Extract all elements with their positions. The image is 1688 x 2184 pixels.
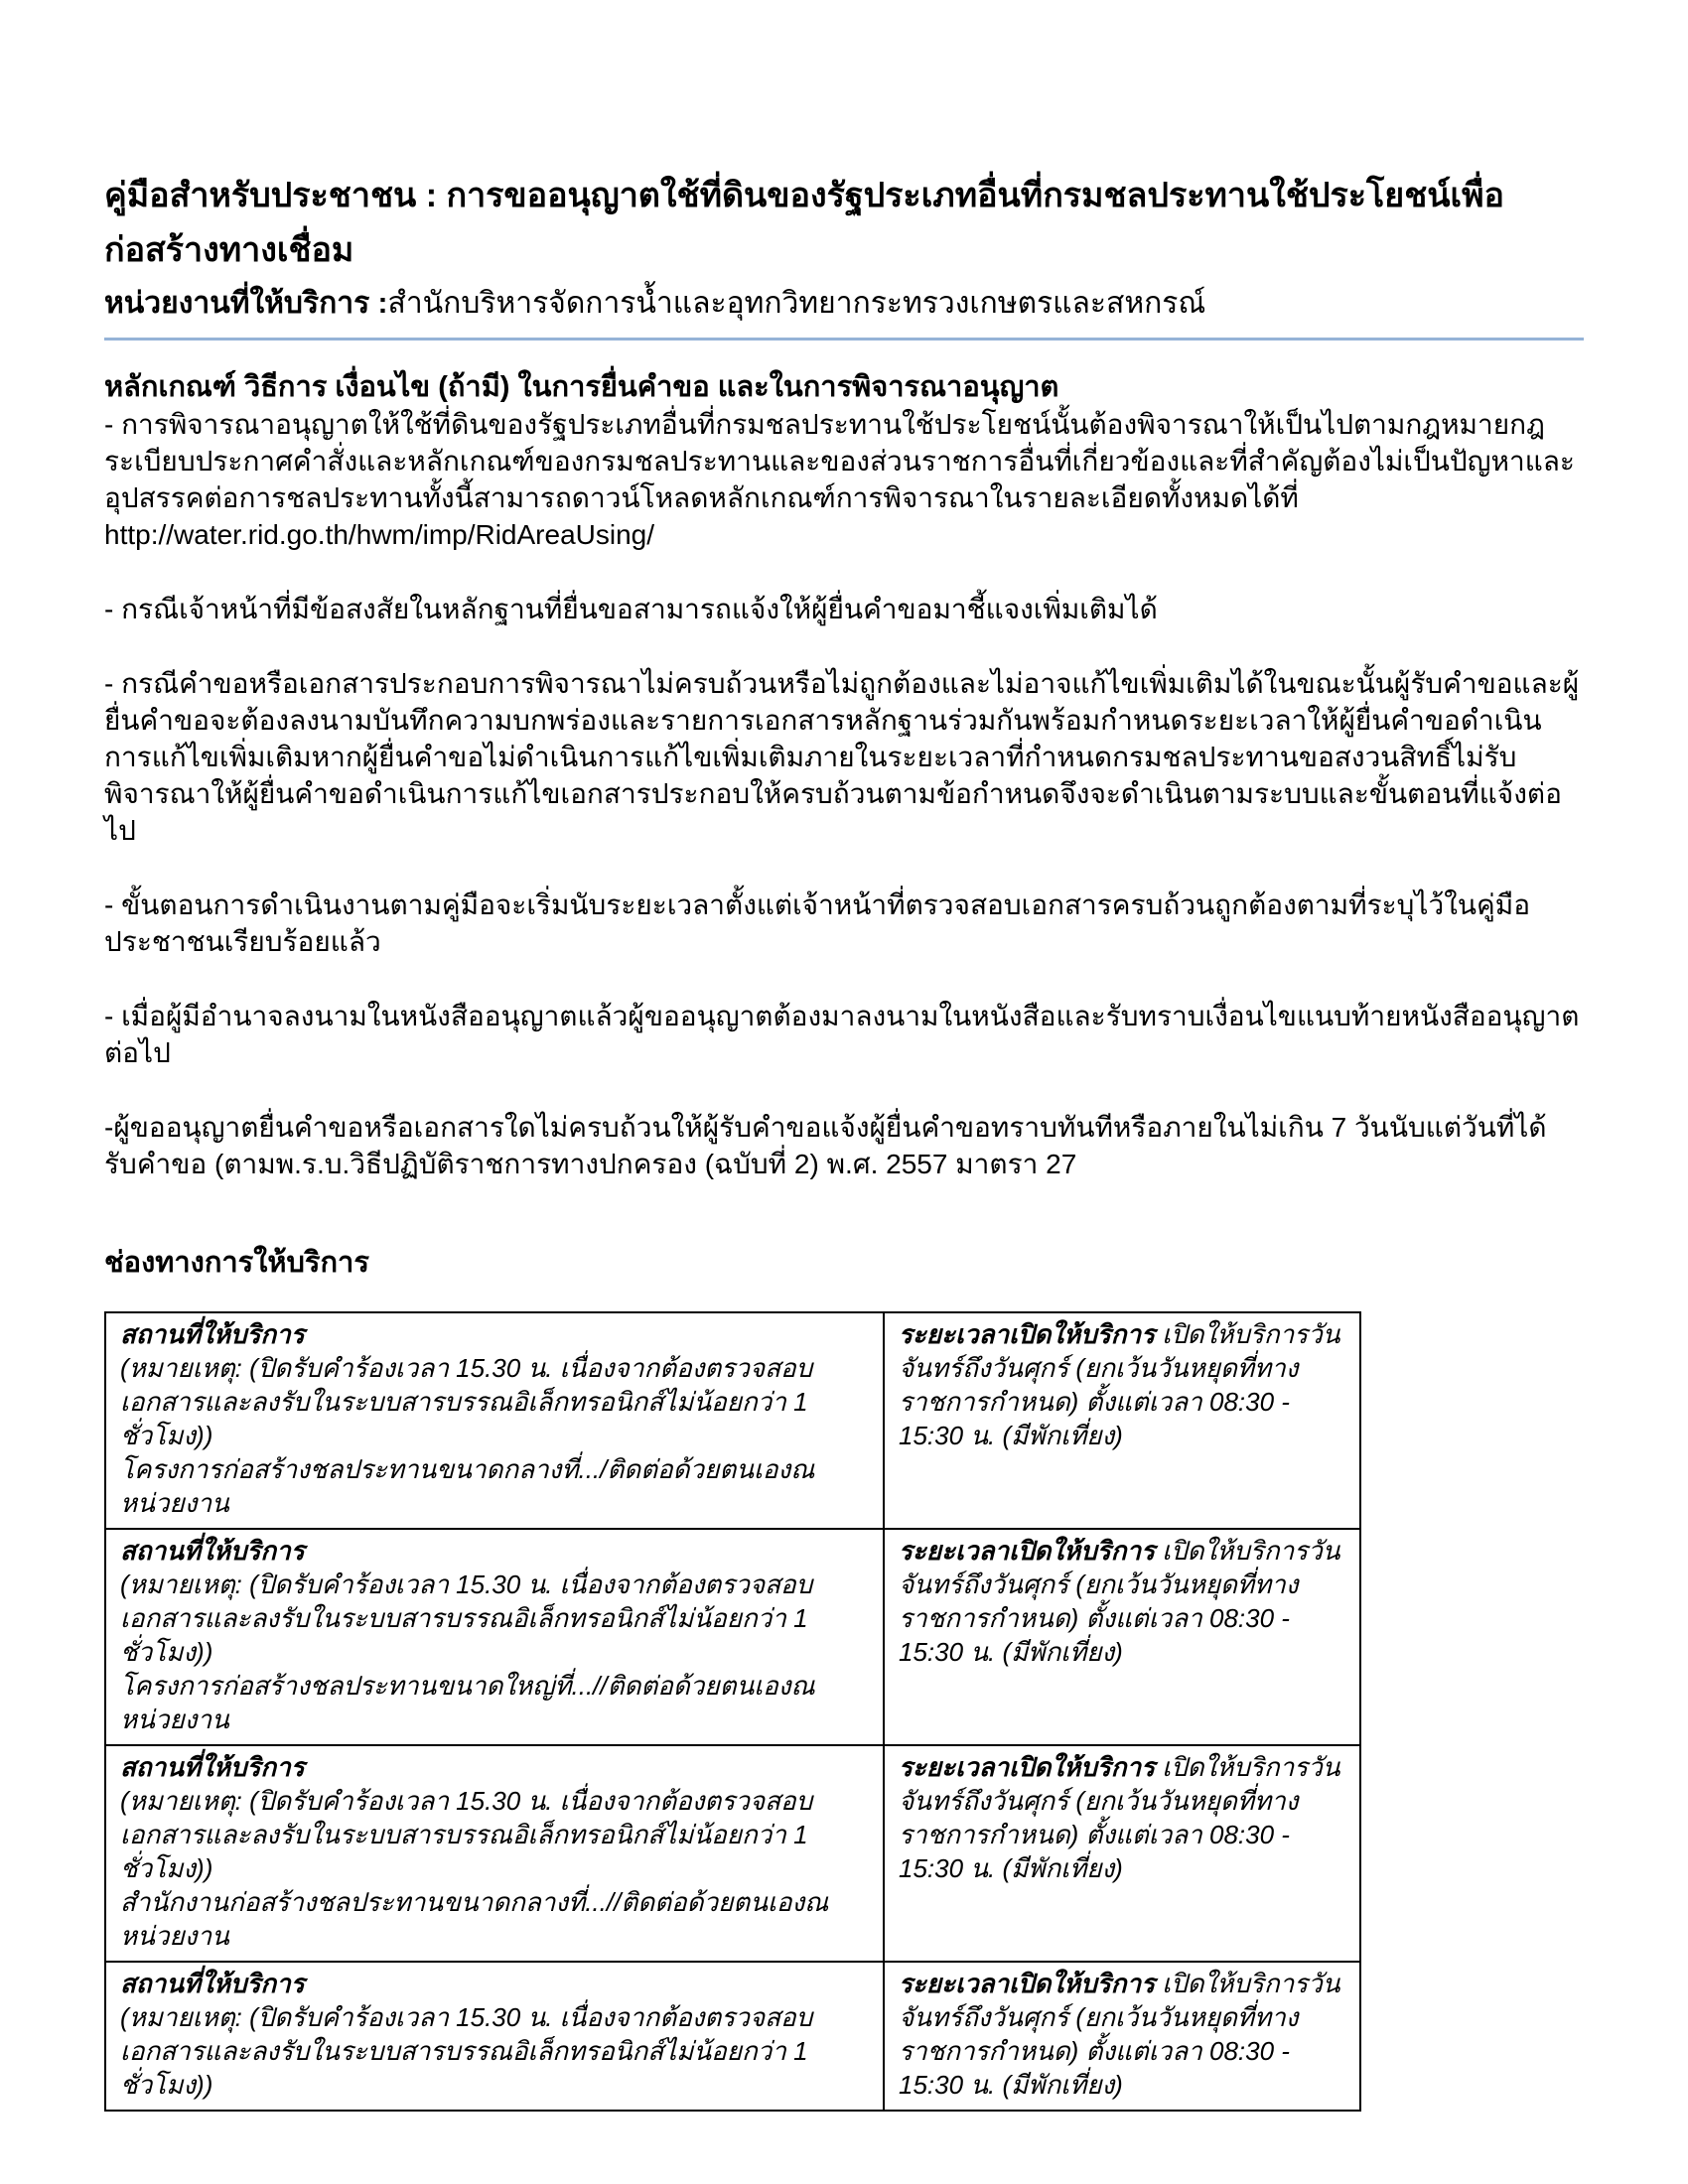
location-cell — [105, 1745, 884, 1962]
location-note: (หมายเหตุ: (ปิดรับคำร้องเวลา 15.30 น. เนื่องจากต้องตรวจสอบเอกสารและลงรับในระบบสารบรรณอิเล็กทรอนิกส์ไม่น้อยกว่า 1 ชั่วโมง)) — [120, 1570, 813, 1667]
channels-heading: ช่องทางการให้บริการ — [104, 1247, 369, 1279]
criteria-paragraph-6: -ผู้ขออนุญาตยื่นคำขอหรือเอกสารใดไม่ครบถ้วนให้ผู้รับคำขอแจ้งผู้ยื่นคำขอทราบทันทีหรือภายในไม่เกิน 7 วันนับแต่วันที่ได้รับคำขอ (ตามพ.ร.บ.วิธีปฏิบัติราชการทางปกครอง (ฉบับที่ 2) พ.ศ. 2557 มาตรา 27 — [104, 1112, 1547, 1179]
service-channels-table — [104, 1311, 1361, 2112]
criteria-heading: หลักเกณฑ์ วิธีการ เงื่อนไข (ถ้ามี) ในการยื่นคำขอ และในการพิจารณาอนุญาต — [104, 371, 1059, 403]
location-title: สถานที่ให้บริการ — [120, 1969, 305, 1998]
hours-title: ระยะเวลาเปิดให้บริการ — [899, 1536, 1163, 1566]
location-detail: โครงการก่อสร้างชลประทานขนาดใหญ่ที่...//ติดต่อด้วยตนเองณหน่วยงาน — [120, 1671, 815, 1734]
section-divider — [104, 338, 1584, 341]
hours-text: เปิดให้บริการวันจันทร์ถึงวันศุกร์ (ยกเว้นวันหยุดที่ทางราชการกำหนด) ตั้งแต่เวลา 08:30 - 15:30 น. (มีพักเที่ยง) — [899, 1536, 1340, 1667]
agency-label: หน่วยงานที่ให้บริการ : — [104, 287, 388, 320]
location-note: (หมายเหตุ: (ปิดรับคำร้องเวลา 15.30 น. เนื่องจากต้องตรวจสอบเอกสารและลงรับในระบบสารบรรณอิเล็กทรอนิกส์ไม่น้อยกว่า 1 ชั่วโมง)) — [120, 1353, 813, 1450]
hours-text: เปิดให้บริการวันจันทร์ถึงวันศุกร์ (ยกเว้นวันหยุดที่ทางราชการกำหนด) ตั้งแต่เวลา 08:30 - 15:30 น. (มีพักเที่ยง) — [899, 1752, 1340, 1883]
location-cell — [105, 1312, 884, 1529]
hours-cell — [884, 1529, 1360, 1745]
criteria-paragraph-4: - ขั้นตอนการดำเนินงานตามคู่มือจะเริ่มนับระยะเวลาตั้งแต่เจ้าหน้าที่ตรวจสอบเอกสารครบถ้วนถูกต้องตามที่ระบุไว้ในคู่มือประชาชนเรียบร้อยแล้ว — [104, 889, 1531, 957]
page-title: คู่มือสำหรับประชาชน : การขออนุญาตใช้ที่ดินของรัฐประเภทอื่นที่กรมชลประทานใช้ประโยชน์เพื่อก่อสร้างทางเชื่อม — [104, 177, 1504, 269]
location-title: สถานที่ให้บริการ — [120, 1752, 305, 1782]
hours-text: เปิดให้บริการวันจันทร์ถึงวันศุกร์ (ยกเว้นวันหยุดที่ทางราชการกำหนด) ตั้งแต่เวลา 08:30 - 15:30 น. (มีพักเที่ยง) — [899, 1319, 1340, 1450]
hours-cell — [884, 1745, 1360, 1962]
location-title: สถานที่ให้บริการ — [120, 1536, 305, 1566]
hours-title: ระยะเวลาเปิดให้บริการ — [899, 1969, 1163, 1998]
hours-title: ระยะเวลาเปิดให้บริการ — [899, 1752, 1163, 1782]
location-note: (หมายเหตุ: (ปิดรับคำร้องเวลา 15.30 น. เนื่องจากต้องตรวจสอบเอกสารและลงรับในระบบสารบรรณอิเล็กทรอนิกส์ไม่น้อยกว่า 1 ชั่วโมง)) — [120, 2002, 813, 2100]
table-row — [105, 1745, 1360, 1962]
criteria-paragraph-1: - การพิจารณาอนุญาตให้ใช้ที่ดินของรัฐประเภทอื่นที่กรมชลประทานใช้ประโยชน์นั้นต้องพิจารณาให้เป็นไปตามกฎหมายกฎระเบียบประกาศคำสั่งและหลักเกณฑ์ของกรมชลประทานและของส่วนราชการอื่นที่เกี่ยวข้องและที่สำคัญต้องไม่เป็นปัญหาและอุปสรรคต่อการชลประทานทั้งนี้สามารถดาวน์โหลดหลักเกณฑ์การพิจารณาในรายละเอียดทั้งหมดได้ที่ — [104, 409, 1575, 513]
criteria-paragraph-2: - กรณีเจ้าหน้าที่มีข้อสงสัยในหลักฐานที่ยื่นขอสามารถแจ้งให้ผู้ยื่นคำขอมาชี้แจงเพิ่มเติมได้ — [104, 594, 1158, 624]
hours-text: เปิดให้บริการวันจันทร์ถึงวันศุกร์ (ยกเว้นวันหยุดที่ทางราชการกำหนด) ตั้งแต่เวลา 08:30 - 15:30 น. (มีพักเที่ยง) — [899, 1969, 1340, 2100]
agency-value: สำนักบริหารจัดการน้ำและอุทกวิทยากระทรวงเกษตรและสหกรณ์ — [387, 287, 1206, 320]
location-note: (หมายเหตุ: (ปิดรับคำร้องเวลา 15.30 น. เนื่องจากต้องตรวจสอบเอกสารและลงรับในระบบสารบรรณอิเล็กทรอนิกส์ไม่น้อยกว่า 1 ชั่วโมง)) — [120, 1786, 813, 1883]
hours-title: ระยะเวลาเปิดให้บริการ — [899, 1319, 1163, 1349]
hours-cell — [884, 1962, 1360, 2111]
table-row — [105, 1312, 1360, 1529]
table-row — [105, 1529, 1360, 1745]
table-row — [105, 1962, 1360, 2111]
location-detail: โครงการก่อสร้างชลประทานขนาดกลางที่.../ติดต่อด้วยตนเองณหน่วยงาน — [120, 1454, 815, 1518]
agency-line — [104, 282, 1584, 326]
location-cell — [105, 1529, 884, 1745]
location-detail: สำนักงานก่อสร้างชลประทานขนาดกลางที่...//ติดต่อด้วยตนเองณหน่วยงาน — [120, 1887, 829, 1951]
hours-cell — [884, 1312, 1360, 1529]
location-title: สถานที่ให้บริการ — [120, 1319, 305, 1349]
criteria-paragraph-5: - เมื่อผู้มีอำนาจลงนามในหนังสืออนุญาตแล้วผู้ขออนุญาตต้องมาลงนามในหนังสือและรับทราบเงื่อนไขแนบท้ายหนังสืออนุญาตต่อไป — [104, 1001, 1580, 1068]
download-url-text: http://water.rid.go.th/hwm/imp/RidAreaUsing/ — [104, 519, 655, 550]
location-cell — [105, 1962, 884, 2111]
criteria-paragraph-3: - กรณีคำขอหรือเอกสารประกอบการพิจารณาไม่ครบถ้วนหรือไม่ถูกต้องและไม่อาจแก้ไขเพิ่มเติมได้ในขณะนั้นผู้รับคำขอและผู้ยื่นคำขอจะต้องลงนามบันทึกความบกพร่องและรายการเอกสารหลักฐานร่วมกันพร้อมกำหนดระยะเวลาให้ผู้ยื่นคำขอดำเนินการแก้ไขเพิ่มเติมหากผู้ยื่นคำขอไม่ดำเนินการแก้ไขเพิ่มเติมภายในระยะเวลาที่กำหนดกรมชลประทานขอสงวนสิทธิ์ไม่รับพิจารณาให้ผู้ยื่นคำขอดำเนินการแก้ไขเอกสารประกอบให้ครบถ้วนตามข้อกำหนดจึงจะดำเนินตามระบบและขั้นตอนที่แจ้งต่อไป — [104, 668, 1580, 846]
